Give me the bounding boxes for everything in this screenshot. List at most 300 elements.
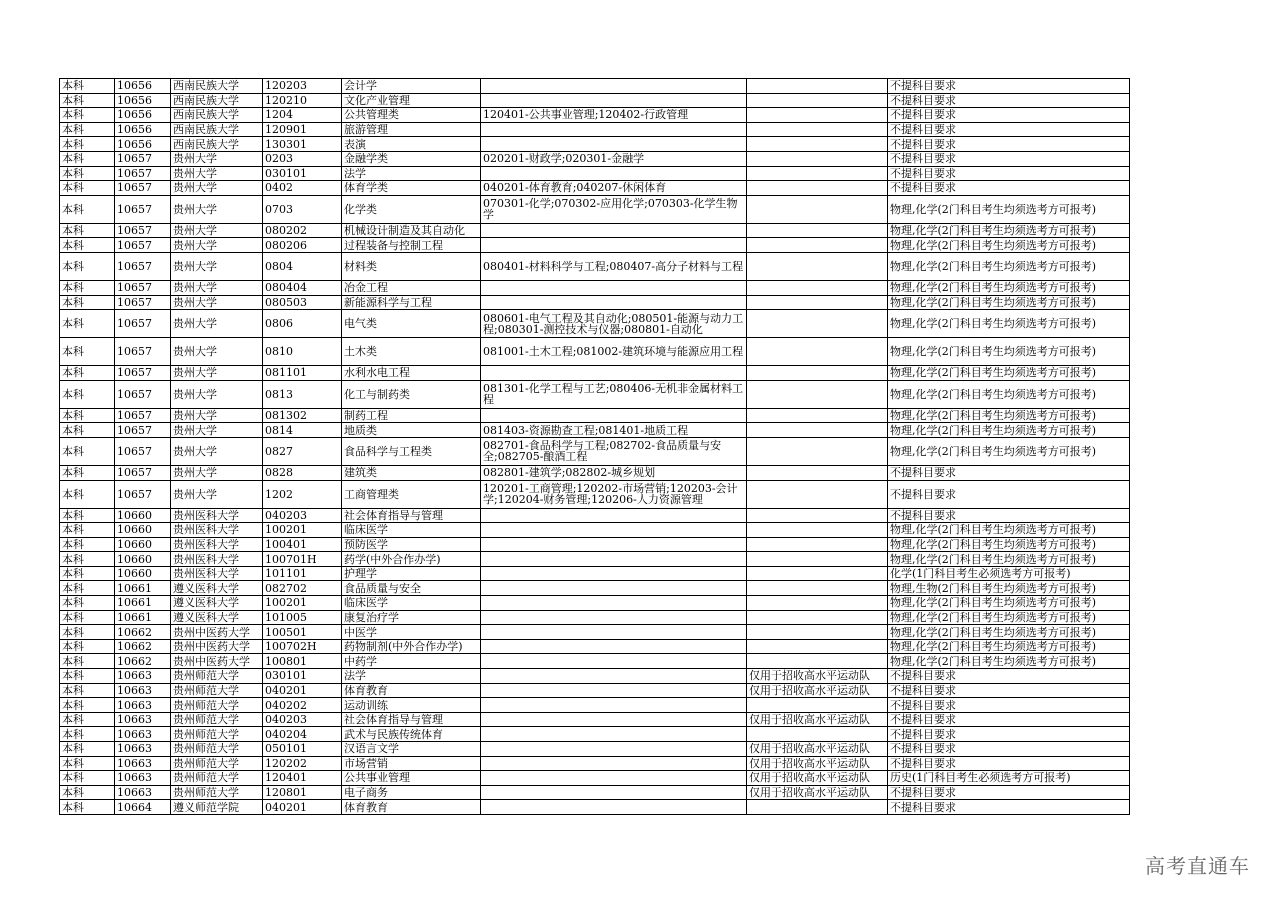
cell-code: 10656 — [115, 79, 171, 94]
cell-note — [747, 366, 888, 381]
cell-code: 10657 — [115, 151, 171, 166]
cell-school: 贵州大学 — [171, 408, 263, 423]
cell-includes: 081403-资源勘查工程;081401-地质工程 — [481, 423, 747, 438]
cell-note — [747, 800, 888, 815]
cell-includes — [481, 408, 747, 423]
cell-level: 本科 — [60, 552, 115, 567]
watermark: 高考直通车 — [1145, 854, 1250, 878]
cell-code: 10656 — [115, 108, 171, 123]
table-row — [60, 508, 1130, 523]
cell-requirement: 物理,化学(2门科目考生均须选考方可报考) — [888, 295, 1130, 310]
cell-major: 汉语言文学 — [342, 742, 481, 757]
cell-requirement: 物理,化学(2门科目考生均须选考方可报考) — [888, 552, 1130, 567]
cell-requirement: 物理,化学(2门科目考生均须选考方可报考) — [888, 654, 1130, 669]
cell-note — [747, 181, 888, 196]
cell-school: 贵州大学 — [171, 181, 263, 196]
cell-school: 贵州大学 — [171, 166, 263, 181]
cell-major: 公共管理类 — [342, 108, 481, 123]
cell-level: 本科 — [60, 508, 115, 523]
cell-note — [747, 93, 888, 108]
cell-requirement: 不提科目要求 — [888, 166, 1130, 181]
cell-major-code: 040202 — [263, 698, 342, 713]
cell-code: 10663 — [115, 756, 171, 771]
cell-code: 10657 — [115, 295, 171, 310]
cell-includes — [481, 79, 747, 94]
cell-school: 贵州医科大学 — [171, 566, 263, 581]
cell-code: 10663 — [115, 742, 171, 757]
cell-level: 本科 — [60, 137, 115, 152]
cell-requirement: 不提科目要求 — [888, 669, 1130, 684]
table-row — [60, 727, 1130, 742]
cell-major-code: 0806 — [263, 310, 342, 338]
cell-major: 公共事业管理 — [342, 771, 481, 786]
cell-code: 10663 — [115, 727, 171, 742]
cell-code: 10657 — [115, 465, 171, 480]
table-row — [60, 581, 1130, 596]
cell-level: 本科 — [60, 295, 115, 310]
cell-requirement: 不提科目要求 — [888, 465, 1130, 480]
cell-includes: 080601-电气工程及其自动化;080501-能源与动力工程;080301-测控技术与仪器;080801-自动化 — [481, 310, 747, 338]
cell-code: 10664 — [115, 800, 171, 815]
cell-school: 贵州大学 — [171, 465, 263, 480]
cell-level: 本科 — [60, 280, 115, 295]
cell-includes — [481, 698, 747, 713]
cell-note — [747, 195, 888, 223]
cell-code: 10657 — [115, 423, 171, 438]
cell-major: 运动训练 — [342, 698, 481, 713]
cell-requirement: 物理,化学(2门科目考生均须选考方可报考) — [888, 380, 1130, 408]
cell-requirement: 物理,化学(2门科目考生均须选考方可报考) — [888, 437, 1130, 465]
cell-code: 10663 — [115, 669, 171, 684]
cell-code: 10657 — [115, 181, 171, 196]
cell-includes — [481, 625, 747, 640]
table-row — [60, 151, 1130, 166]
cell-requirement: 物理,化学(2门科目考生均须选考方可报考) — [888, 523, 1130, 538]
cell-includes — [481, 238, 747, 253]
cell-requirement: 物理,化学(2门科目考生均须选考方可报考) — [888, 423, 1130, 438]
cell-note — [747, 480, 888, 508]
table-row — [60, 137, 1130, 152]
cell-school: 贵州师范大学 — [171, 771, 263, 786]
cell-note — [747, 79, 888, 94]
cell-school: 贵州大学 — [171, 366, 263, 381]
table-row — [60, 380, 1130, 408]
table-row — [60, 639, 1130, 654]
cell-includes: 040201-体育教育;040207-休闲体育 — [481, 181, 747, 196]
cell-includes — [481, 508, 747, 523]
cell-major-code: 120901 — [263, 122, 342, 137]
cell-school: 西南民族大学 — [171, 108, 263, 123]
cell-major: 社会体育指导与管理 — [342, 712, 481, 727]
table-row — [60, 785, 1130, 800]
cell-note: 仅用于招收高水平运动队 — [747, 771, 888, 786]
cell-major-code: 120210 — [263, 93, 342, 108]
cell-requirement: 物理,化学(2门科目考生均须选考方可报考) — [888, 238, 1130, 253]
cell-major: 化工与制药类 — [342, 380, 481, 408]
cell-school: 贵州师范大学 — [171, 756, 263, 771]
cell-level: 本科 — [60, 712, 115, 727]
cell-requirement: 物理,化学(2门科目考生均须选考方可报考) — [888, 252, 1130, 280]
cell-major: 制药工程 — [342, 408, 481, 423]
cell-note — [747, 380, 888, 408]
cell-school: 西南民族大学 — [171, 137, 263, 152]
cell-major-code: 050101 — [263, 742, 342, 757]
cell-note: 仅用于招收高水平运动队 — [747, 742, 888, 757]
table-row — [60, 108, 1130, 123]
cell-major: 机械设计制造及其自动化 — [342, 223, 481, 238]
cell-requirement: 不提科目要求 — [888, 508, 1130, 523]
cell-requirement: 物理,化学(2门科目考生均须选考方可报考) — [888, 195, 1130, 223]
cell-code: 10657 — [115, 166, 171, 181]
cell-includes — [481, 137, 747, 152]
table-row — [60, 610, 1130, 625]
cell-level: 本科 — [60, 338, 115, 366]
cell-major: 水利水电工程 — [342, 366, 481, 381]
table-row — [60, 366, 1130, 381]
cell-code: 10660 — [115, 552, 171, 567]
cell-includes — [481, 727, 747, 742]
table-row — [60, 537, 1130, 552]
table-row — [60, 800, 1130, 815]
cell-includes — [481, 669, 747, 684]
cell-level: 本科 — [60, 785, 115, 800]
cell-major-code: 040203 — [263, 712, 342, 727]
cell-level: 本科 — [60, 756, 115, 771]
cell-code: 10660 — [115, 508, 171, 523]
cell-includes — [481, 566, 747, 581]
cell-major-code: 100801 — [263, 654, 342, 669]
cell-major-code: 080202 — [263, 223, 342, 238]
cell-includes: 082801-建筑学;082802-城乡规划 — [481, 465, 747, 480]
cell-major: 中医学 — [342, 625, 481, 640]
cell-major-code: 130301 — [263, 137, 342, 152]
cell-note — [747, 238, 888, 253]
cell-includes — [481, 122, 747, 137]
table-row — [60, 712, 1130, 727]
cell-level: 本科 — [60, 223, 115, 238]
cell-level: 本科 — [60, 639, 115, 654]
cell-note — [747, 122, 888, 137]
cell-code: 10657 — [115, 380, 171, 408]
table-row — [60, 698, 1130, 713]
cell-major-code: 081302 — [263, 408, 342, 423]
cell-requirement: 物理,化学(2门科目考生均须选考方可报考) — [888, 610, 1130, 625]
cell-code: 10660 — [115, 566, 171, 581]
cell-major-code: 101101 — [263, 566, 342, 581]
cell-school: 遵义医科大学 — [171, 596, 263, 611]
table-row — [60, 310, 1130, 338]
cell-code: 10663 — [115, 785, 171, 800]
cell-requirement: 不提科目要求 — [888, 698, 1130, 713]
cell-major-code: 0828 — [263, 465, 342, 480]
cell-major-code: 0814 — [263, 423, 342, 438]
cell-major-code: 1202 — [263, 480, 342, 508]
cell-school: 贵州大学 — [171, 151, 263, 166]
cell-requirement: 历史(1门科目考生必须选考方可报考) — [888, 771, 1130, 786]
cell-code: 10657 — [115, 310, 171, 338]
cell-includes: 020201-财政学;020301-金融学 — [481, 151, 747, 166]
cell-school: 贵州师范大学 — [171, 683, 263, 698]
cell-includes — [481, 596, 747, 611]
cell-requirement: 不提科目要求 — [888, 683, 1130, 698]
cell-note — [747, 223, 888, 238]
cell-major: 社会体育指导与管理 — [342, 508, 481, 523]
cell-requirement: 物理,化学(2门科目考生均须选考方可报考) — [888, 639, 1130, 654]
cell-requirement: 物理,化学(2门科目考生均须选考方可报考) — [888, 366, 1130, 381]
cell-major-code: 0804 — [263, 252, 342, 280]
cell-school: 贵州医科大学 — [171, 508, 263, 523]
cell-major-code: 080206 — [263, 238, 342, 253]
cell-requirement: 物理,化学(2门科目考生均须选考方可报考) — [888, 338, 1130, 366]
cell-includes: 081001-土木工程;081002-建筑环境与能源应用工程 — [481, 338, 747, 366]
table-row — [60, 756, 1130, 771]
table-row — [60, 223, 1130, 238]
cell-level: 本科 — [60, 581, 115, 596]
cell-school: 贵州大学 — [171, 437, 263, 465]
cell-requirement: 不提科目要求 — [888, 122, 1130, 137]
cell-level: 本科 — [60, 238, 115, 253]
cell-code: 10657 — [115, 408, 171, 423]
cell-code: 10663 — [115, 683, 171, 698]
cell-requirement: 不提科目要求 — [888, 151, 1130, 166]
cell-school: 贵州大学 — [171, 480, 263, 508]
cell-major-code: 0203 — [263, 151, 342, 166]
cell-includes: 080401-材料科学与工程;080407-高分子材料与工程 — [481, 252, 747, 280]
table-row — [60, 465, 1130, 480]
cell-major: 市场营销 — [342, 756, 481, 771]
cell-note: 仅用于招收高水平运动队 — [747, 669, 888, 684]
cell-requirement: 物理,化学(2门科目考生均须选考方可报考) — [888, 537, 1130, 552]
cell-school: 贵州大学 — [171, 295, 263, 310]
cell-school: 贵州师范大学 — [171, 727, 263, 742]
cell-major-code: 0703 — [263, 195, 342, 223]
cell-requirement: 不提科目要求 — [888, 108, 1130, 123]
cell-major-code: 080503 — [263, 295, 342, 310]
cell-includes — [481, 93, 747, 108]
cell-code: 10663 — [115, 698, 171, 713]
cell-requirement: 物理,化学(2门科目考生均须选考方可报考) — [888, 408, 1130, 423]
cell-major: 文化产业管理 — [342, 93, 481, 108]
cell-major: 药物制剂(中外合作办学) — [342, 639, 481, 654]
cell-code: 10657 — [115, 252, 171, 280]
table-row — [60, 566, 1130, 581]
table-row — [60, 338, 1130, 366]
cell-school: 贵州医科大学 — [171, 523, 263, 538]
table-row — [60, 669, 1130, 684]
cell-note — [747, 654, 888, 669]
cell-level: 本科 — [60, 151, 115, 166]
cell-note — [747, 552, 888, 567]
cell-level: 本科 — [60, 166, 115, 181]
cell-level: 本科 — [60, 108, 115, 123]
table-row — [60, 79, 1130, 94]
cell-note — [747, 310, 888, 338]
cell-school: 遵义医科大学 — [171, 581, 263, 596]
cell-school: 西南民族大学 — [171, 79, 263, 94]
cell-major-code: 030101 — [263, 669, 342, 684]
cell-level: 本科 — [60, 423, 115, 438]
cell-school: 贵州中医药大学 — [171, 654, 263, 669]
admission-table — [59, 78, 1130, 815]
cell-code: 10656 — [115, 93, 171, 108]
cell-level: 本科 — [60, 800, 115, 815]
cell-requirement: 不提科目要求 — [888, 742, 1130, 757]
cell-code: 10657 — [115, 223, 171, 238]
cell-school: 贵州大学 — [171, 338, 263, 366]
cell-code: 10663 — [115, 771, 171, 786]
cell-includes — [481, 639, 747, 654]
table-row — [60, 654, 1130, 669]
cell-major-code: 100201 — [263, 596, 342, 611]
cell-level: 本科 — [60, 480, 115, 508]
cell-includes — [481, 742, 747, 757]
cell-includes — [481, 785, 747, 800]
cell-code: 10661 — [115, 596, 171, 611]
cell-includes — [481, 223, 747, 238]
cell-major-code: 100201 — [263, 523, 342, 538]
cell-level: 本科 — [60, 181, 115, 196]
cell-requirement: 不提科目要求 — [888, 137, 1130, 152]
cell-includes — [481, 523, 747, 538]
table-row — [60, 93, 1130, 108]
cell-level: 本科 — [60, 310, 115, 338]
cell-note — [747, 727, 888, 742]
table-row — [60, 480, 1130, 508]
cell-note — [747, 581, 888, 596]
cell-requirement: 不提科目要求 — [888, 93, 1130, 108]
cell-code: 10662 — [115, 625, 171, 640]
cell-major-code: 100501 — [263, 625, 342, 640]
cell-code: 10662 — [115, 654, 171, 669]
cell-includes — [481, 537, 747, 552]
cell-includes — [481, 756, 747, 771]
cell-requirement: 物理,生物(2门科目考生均须选考方可报考) — [888, 581, 1130, 596]
cell-school: 贵州医科大学 — [171, 537, 263, 552]
cell-note — [747, 252, 888, 280]
cell-school: 贵州医科大学 — [171, 552, 263, 567]
table-row — [60, 423, 1130, 438]
cell-code: 10661 — [115, 581, 171, 596]
cell-level: 本科 — [60, 625, 115, 640]
cell-requirement: 不提科目要求 — [888, 181, 1130, 196]
cell-major: 冶金工程 — [342, 280, 481, 295]
cell-includes — [481, 581, 747, 596]
cell-level: 本科 — [60, 669, 115, 684]
table-row — [60, 166, 1130, 181]
cell-includes: 082701-食品科学与工程;082702-食品质量与安全;082705-酿酒工程 — [481, 437, 747, 465]
table-row — [60, 683, 1130, 698]
cell-level: 本科 — [60, 654, 115, 669]
cell-major: 新能源科学与工程 — [342, 295, 481, 310]
cell-major: 电气类 — [342, 310, 481, 338]
cell-requirement: 不提科目要求 — [888, 712, 1130, 727]
cell-major-code: 082702 — [263, 581, 342, 596]
cell-level: 本科 — [60, 742, 115, 757]
cell-includes — [481, 771, 747, 786]
cell-note — [747, 151, 888, 166]
cell-level: 本科 — [60, 252, 115, 280]
cell-includes: 070301-化学;070302-应用化学;070303-化学生物学 — [481, 195, 747, 223]
cell-note — [747, 537, 888, 552]
cell-requirement: 物理,化学(2门科目考生均须选考方可报考) — [888, 625, 1130, 640]
cell-level: 本科 — [60, 683, 115, 698]
cell-major-code: 081101 — [263, 366, 342, 381]
cell-includes — [481, 280, 747, 295]
cell-requirement: 物理,化学(2门科目考生均须选考方可报考) — [888, 596, 1130, 611]
cell-includes — [481, 712, 747, 727]
cell-note: 仅用于招收高水平运动队 — [747, 712, 888, 727]
cell-major: 临床医学 — [342, 523, 481, 538]
cell-code: 10656 — [115, 122, 171, 137]
cell-code: 10657 — [115, 238, 171, 253]
cell-major: 武术与民族传统体育 — [342, 727, 481, 742]
cell-note: 仅用于招收高水平运动队 — [747, 785, 888, 800]
cell-major: 食品科学与工程类 — [342, 437, 481, 465]
cell-note — [747, 508, 888, 523]
cell-school: 贵州中医药大学 — [171, 639, 263, 654]
cell-note — [747, 596, 888, 611]
cell-major-code: 120202 — [263, 756, 342, 771]
cell-school: 贵州师范大学 — [171, 785, 263, 800]
table-row — [60, 596, 1130, 611]
cell-includes — [481, 610, 747, 625]
cell-school: 贵州大学 — [171, 195, 263, 223]
cell-level: 本科 — [60, 596, 115, 611]
cell-note — [747, 639, 888, 654]
cell-school: 贵州大学 — [171, 238, 263, 253]
cell-major: 法学 — [342, 669, 481, 684]
cell-includes — [481, 800, 747, 815]
cell-note — [747, 465, 888, 480]
cell-note — [747, 338, 888, 366]
table-row — [60, 437, 1130, 465]
cell-level: 本科 — [60, 195, 115, 223]
cell-level: 本科 — [60, 698, 115, 713]
cell-note — [747, 610, 888, 625]
cell-major-code: 120203 — [263, 79, 342, 94]
cell-major-code: 120801 — [263, 785, 342, 800]
cell-includes — [481, 654, 747, 669]
cell-school: 西南民族大学 — [171, 93, 263, 108]
cell-major-code: 0402 — [263, 181, 342, 196]
cell-note: 仅用于招收高水平运动队 — [747, 756, 888, 771]
cell-code: 10662 — [115, 639, 171, 654]
cell-note — [747, 295, 888, 310]
cell-major: 预防医学 — [342, 537, 481, 552]
cell-major: 旅游管理 — [342, 122, 481, 137]
cell-requirement: 不提科目要求 — [888, 800, 1130, 815]
table-body — [60, 79, 1130, 815]
cell-note — [747, 280, 888, 295]
cell-major: 中药学 — [342, 654, 481, 669]
cell-includes — [481, 295, 747, 310]
cell-school: 贵州大学 — [171, 380, 263, 408]
cell-level: 本科 — [60, 366, 115, 381]
cell-major-code: 040201 — [263, 800, 342, 815]
cell-level: 本科 — [60, 79, 115, 94]
cell-major: 食品质量与安全 — [342, 581, 481, 596]
cell-school: 贵州中医药大学 — [171, 625, 263, 640]
cell-major: 体育教育 — [342, 800, 481, 815]
table-row — [60, 280, 1130, 295]
cell-requirement: 不提科目要求 — [888, 480, 1130, 508]
table-row — [60, 295, 1130, 310]
cell-major-code: 0810 — [263, 338, 342, 366]
cell-note — [747, 698, 888, 713]
cell-level: 本科 — [60, 93, 115, 108]
cell-major-code: 040203 — [263, 508, 342, 523]
cell-school: 贵州大学 — [171, 310, 263, 338]
